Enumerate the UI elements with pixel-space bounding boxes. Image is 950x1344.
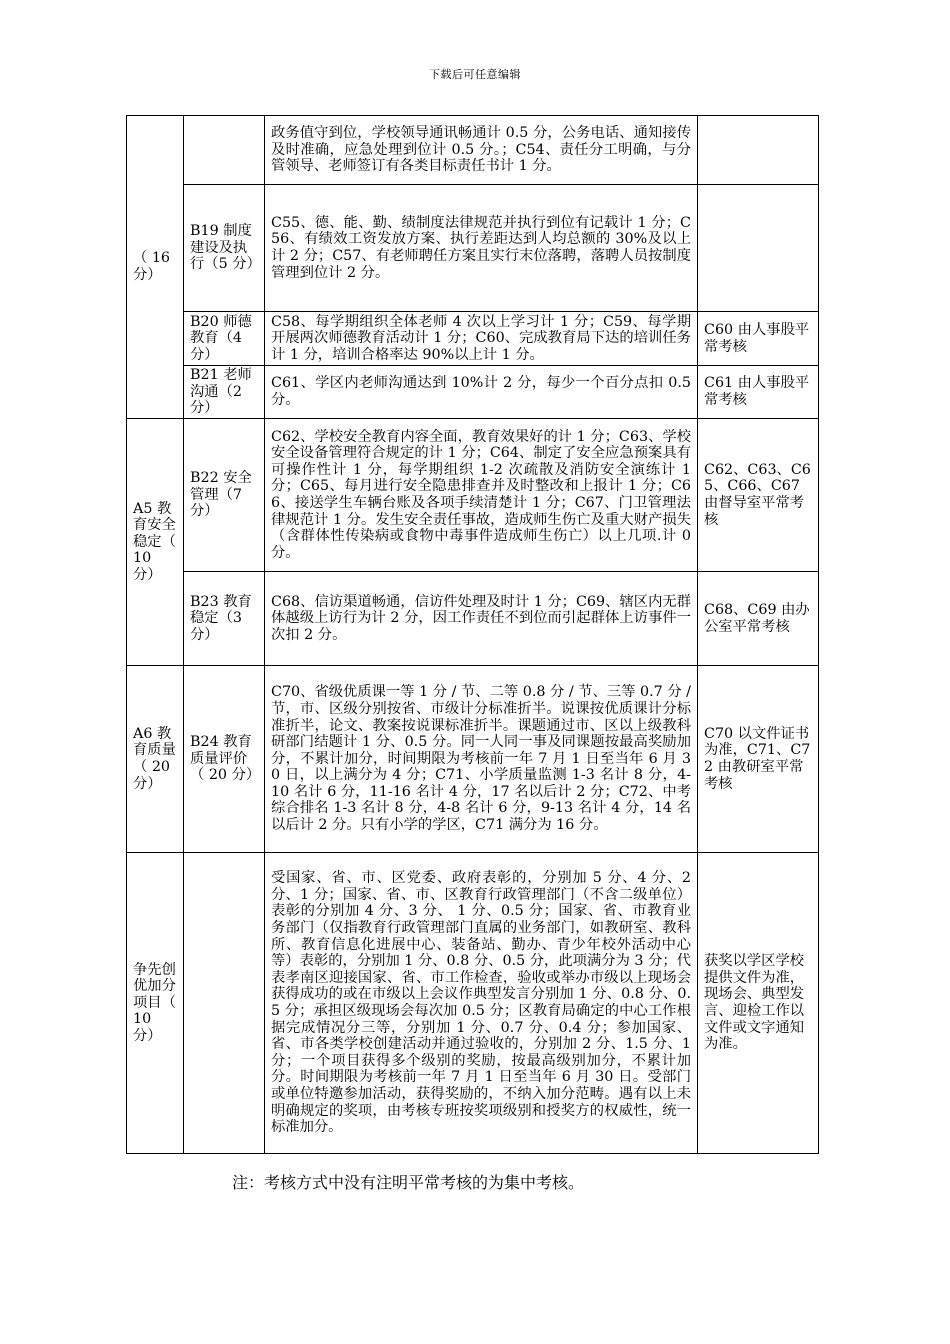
category-cell: 争先创优加分项目（ 10 分） bbox=[127, 853, 184, 1154]
item-cell: B24 教育质量评价（ 20 分） bbox=[184, 666, 265, 853]
method-cell: C61 由人事股平常考核 bbox=[698, 366, 819, 419]
criteria-cell: 受国家、省、市、区党委、政府表彰的，分别加 5 分、4 分、2 分、1 分；国家、省、市、区教育行政管理部门（不含二级单位）表彰的分别加 4 分、3 分、 1 分、0.5 分；国家、省、市教育业务部门（仅指教育行政管理部门直属的业务部门，如教研室、教科所、教育信息化进展中心、装备站、勤办、青少年校外活动中心等）表彰的，分别加 1 分、0.8 分、0.5 分，此项满分为 3 分；代表孝南区迎接国家、省、市工作检查，验收或举办市级以上现场会获得成功的或在市级以上会议作典型发言分别加 1 分、0.8 分、0.5 分；承担区级现场会每次加 0.5 分；区教育局确定的中心工作根据完成情况分三等，分别加 1 分、0.7 分、0.4 分；参加国家、省、市各类学校创建活动并通过验收的，分别加 2 分、1.5 分、1 分；一个项目获得多个级别的奖励，按最高级别加分，不累计加分。时间期限为考核前一年 7 月 1 日至当年 6 月 30 日。受部门或单位特邀参加活动，获得奖励的，不纳入加分范畴。遇有以上未明确规定的奖项，由考核专班按奖项级别和授奖方的权威性，统一标准加分。 bbox=[265, 853, 698, 1154]
table-row bbox=[127, 185, 819, 312]
criteria-cell: C62、学校安全教育内容全面，教育效果好的计 1 分；C63、学校安全设备管理符合规定的计 1 分；C64、制定了安全应急预案具有可操作性计 1 分，每学期组织 1-2 次疏散及消防安全演练计 1 分；C65、每月进行安全隐患排查并及时整改和上报计 1 分；C66、接送学生车辆台账及各项手续清楚计 1 分；C67、门卫管理法律规范计 1 分。发生安全责任事故，造成师生伤亡及重大财产损失（含群体性传染病或食物中毒事件造成师生伤亡）以上几项.计 0 分。 bbox=[265, 419, 698, 572]
category-cell: （ 16 分） bbox=[127, 116, 184, 419]
item-cell bbox=[184, 853, 265, 1154]
method-cell bbox=[698, 185, 819, 312]
table-row bbox=[127, 312, 819, 366]
item-cell: B19 制度建设及执行（5 分） bbox=[184, 185, 265, 312]
table-row bbox=[127, 116, 819, 185]
criteria-cell: C68、信访渠道畅通，信访件处理及时计 1 分；C69、辖区内无群体越级上访行为计 2 分，因工作责任不到位而引起群体上访事件一次扣 2 分。 bbox=[265, 572, 698, 666]
criteria-cell: C70、省级优质课一等 1 分 / 节、二等 0.8 分 / 节、三等 0.7 分 / 节，市、区级分别按省、市级计分标准折半。说课按优质课计分标准折半，论文、教案按说课标准折半。课题通过市、区以上级教科研部门结题计 1 分、0.5 分。同一人同一事及同课题按最高奖励加分，不累计加分，时间期限为考核前一年 7 月 1 日至当年 6 月 30 日，以上满分为 4 分；C71、小学质量监测 1-3 名计 8 分，4-10 名计 6 分，11-16 名计 4 分，17 名以后计 2 分；C72、中考综合排名 1-3 名计 8 分，4-8 名计 6 分，9-13 名计 4 分，14 名以后计 2 分。只有小学的学区，C71 满分为 16 分。 bbox=[265, 666, 698, 853]
item-cell: B21 老师沟通（2 分） bbox=[184, 366, 265, 419]
item-cell: B23 教育稳定（3 分） bbox=[184, 572, 265, 666]
method-cell: C68、C69 由办公室平常考核 bbox=[698, 572, 819, 666]
item-cell: B22 安全管理（7 分） bbox=[184, 419, 265, 572]
criteria-cell: C61、学区内老师沟通达到 10%计 2 分，每少一个百分点扣 0.5 分。 bbox=[265, 366, 698, 419]
category-cell: A6 教育质量（ 20 分） bbox=[127, 666, 184, 853]
item-cell bbox=[184, 116, 265, 185]
table-row bbox=[127, 366, 819, 419]
assessment-table bbox=[126, 115, 819, 1154]
method-cell: 获奖以学区学校提供文件为准，现场会、典型发言、迎检工作以文件或文字通知为准。 bbox=[698, 853, 819, 1154]
category-cell: A5 教育安全稳定（ 10 分） bbox=[127, 419, 184, 666]
method-cell: C62、C63、C65、C66、C67 由督导室平常考核 bbox=[698, 419, 819, 572]
method-cell: C60 由人事股平常考核 bbox=[698, 312, 819, 366]
table-row bbox=[127, 853, 819, 1154]
page-header: 下载后可任意编辑 bbox=[429, 68, 521, 81]
table-row bbox=[127, 572, 819, 666]
criteria-cell: C58、每学期组织全体老师 4 次以上学习计 1 分；C59、每学期开展两次师德教育活动计 1 分；C60、完成教育局下达的培训任务计 1 分，培训合格率达 90%以上计 1 分。 bbox=[265, 312, 698, 366]
method-cell: C70 以文件证书为准，C71、C72 由教研室平常考核 bbox=[698, 666, 819, 853]
criteria-cell: C55、德、能、勤、绩制度法律规范并执行到位有记载计 1 分；C56、有绩效工资发放方案、执行差距达到人均总额的 30%及以上计 2 分；C57、有老师聘任方案且实行末位落聘，落聘人员按制度管理到位计 2 分。 bbox=[265, 185, 698, 312]
criteria-cell: 政务值守到位，学校领导通讯畅通计 0.5 分，公务电话、通知接传及时准确，应急处理到位计 0.5 分。；C54、责任分工明确，与分管领导、老师签订有各类目标责任书计 1 分。 bbox=[265, 116, 698, 185]
item-cell: B20 师德教育（4 分） bbox=[184, 312, 265, 366]
table-row bbox=[127, 666, 819, 853]
method-cell bbox=[698, 116, 819, 185]
footnote: 注：考核方式中没有注明平常考核的为集中考核。 bbox=[232, 1173, 585, 1192]
table-row bbox=[127, 419, 819, 572]
